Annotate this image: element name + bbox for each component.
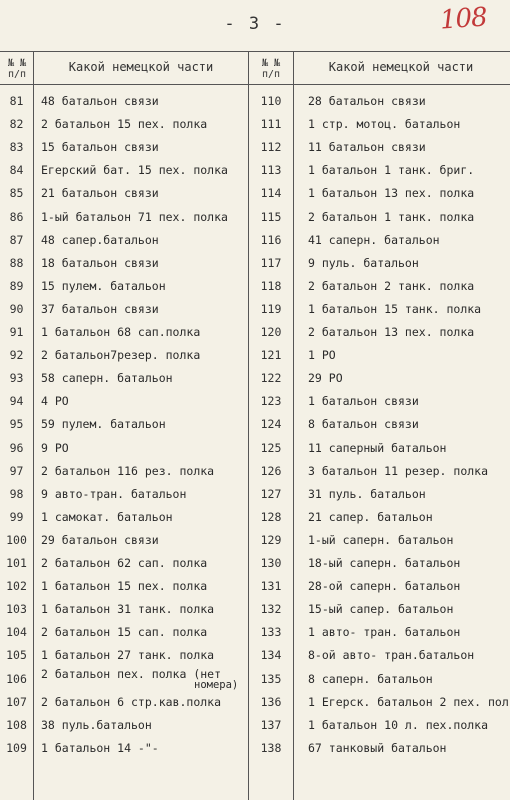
row-number: 92 — [9, 348, 24, 362]
row-unit-text: 1 батальон связи — [308, 394, 419, 408]
row-number: 93 — [9, 371, 24, 385]
row-unit-text: 2 батальон 62 сап. полка — [41, 556, 208, 570]
right-unit-header: Какой немецкой части — [328, 60, 474, 74]
row-unit-text: 29 РО — [308, 371, 343, 385]
row-number: 128 — [260, 510, 282, 524]
row-unit-text: 8-ой авто- тран.батальон — [308, 648, 475, 662]
num-header-bottom: п/п — [261, 69, 281, 80]
row-number: 105 — [6, 648, 27, 662]
header-bottom-rule — [0, 84, 510, 85]
row-unit-text: 1 РО — [308, 348, 336, 362]
row-number: 111 — [260, 117, 282, 131]
row-number: 84 — [9, 163, 24, 177]
row-unit-text: 1 батальон 1 танк. бриг. — [308, 163, 475, 177]
row-unit-text: 31 пуль. батальон — [308, 487, 426, 501]
row-unit-text: 1 Егерск. батальон 2 пех. пол — [308, 695, 509, 709]
row-number: 126 — [260, 464, 282, 478]
row-number: 108 — [6, 718, 27, 732]
page-number: - 3 - — [224, 14, 286, 34]
row-number: 116 — [260, 233, 282, 247]
right-num-header — [250, 58, 292, 80]
row-unit-text: 11 батальон связи — [308, 140, 426, 154]
row-number: 135 — [260, 672, 282, 686]
row-number: 114 — [260, 186, 282, 200]
row-number: 86 — [9, 210, 24, 224]
row-number: 112 — [260, 140, 282, 154]
row-number: 123 — [260, 394, 282, 408]
row-number: 110 — [260, 94, 282, 108]
row-number: 120 — [260, 325, 282, 339]
row-unit-text: 8 батальон связи — [308, 417, 419, 431]
row-unit-text: 1 батальон 31 танк. полка — [41, 602, 215, 616]
row-number: 103 — [6, 602, 27, 616]
row-unit-text: Егерский бат. 15 пех. полка — [41, 163, 228, 177]
row-number: 122 — [260, 371, 282, 385]
row-number: 115 — [260, 210, 282, 224]
row-number: 88 — [9, 256, 24, 270]
row-unit-text: 21 батальон связи — [41, 186, 159, 200]
row-number: 94 — [9, 394, 24, 408]
row-unit-text: 59 пулем. батальон — [41, 417, 166, 431]
row-number: 136 — [260, 695, 282, 709]
num-header-top: № № — [261, 58, 281, 69]
row-number: 131 — [260, 579, 282, 593]
row-number: 134 — [260, 648, 282, 662]
row-number: 118 — [260, 279, 282, 293]
row-number: 130 — [260, 556, 282, 570]
right-num-column-rule — [293, 51, 294, 800]
row-unit-text: 1 батальон 27 танк. полка — [41, 648, 215, 662]
row-number: 137 — [260, 718, 282, 732]
row-unit-text: 29 батальон связи — [41, 533, 159, 547]
row-unit-text: 1-ый батальон 71 пех. полка — [41, 210, 228, 224]
row-unit-text: 18 батальон связи — [41, 256, 159, 270]
row-unit-text: 2 батальон 116 рез. полка — [41, 464, 215, 478]
table-top-rule — [0, 51, 510, 52]
row-unit-text: 58 саперн. батальон — [41, 371, 173, 385]
row-unit-text: 2 батальон 1 танк. полка — [308, 210, 475, 224]
row-unit-text: 18-ый саперн. батальон — [308, 556, 461, 570]
row-number: 127 — [260, 487, 282, 501]
row-unit-text: 1 батальон 15 пех. полка — [41, 579, 208, 593]
row-unit-text: 41 саперн. батальон — [308, 233, 440, 247]
row-number: 104 — [6, 625, 27, 639]
archive-number: 108 — [439, 2, 488, 36]
left-unit-header: Какой немецкой части — [68, 60, 214, 74]
row-unit-text: 1-ый саперн. батальон — [308, 533, 454, 547]
row-number: 132 — [260, 602, 282, 616]
row-unit-text: 1 батальон 10 л. пех.полка — [308, 718, 489, 732]
row-unit-text: 15 батальон связи — [41, 140, 159, 154]
row-number: 101 — [6, 556, 27, 570]
row-number: 138 — [260, 741, 282, 755]
row-unit-text: 1 стр. мотоц. батальон — [308, 117, 461, 131]
row-number: 113 — [260, 163, 282, 177]
row-number: 129 — [260, 533, 282, 547]
row-number: 90 — [9, 302, 24, 316]
row-number: 102 — [6, 579, 27, 593]
row-unit-text: 2 батальон 13 пех. полка — [308, 325, 475, 339]
row-number: 124 — [260, 417, 282, 431]
left-num-header — [2, 58, 32, 80]
row-unit-text: 2 батальон7резер. полка — [41, 348, 201, 362]
row-number: 96 — [9, 441, 24, 455]
row-number: 89 — [9, 279, 24, 293]
row-unit-text: 37 батальон связи — [41, 302, 159, 316]
row-unit-text: 1 батальон 14 -"- — [41, 741, 159, 755]
row-number: 133 — [260, 625, 282, 639]
row-unit-text: 1 самокат. батальон — [41, 510, 173, 524]
left-num-column-rule — [33, 51, 34, 800]
row-number: 107 — [6, 695, 27, 709]
row-number: 85 — [9, 186, 24, 200]
row-unit-text: 48 сапер.батальон — [41, 233, 159, 247]
row-unit-text: 38 пуль.батальон — [41, 718, 152, 732]
row-unit-text: 11 саперный батальон — [308, 441, 447, 455]
row-number: 109 — [6, 741, 27, 755]
row-unit-text: 9 пуль. батальон — [308, 256, 419, 270]
row-unit-text: 2 батальон пех. полка (нет — [41, 667, 222, 681]
row-number: 121 — [260, 348, 282, 362]
row-unit-text: 28 батальон связи — [308, 94, 426, 108]
row-unit-text: 1 авто- тран. батальон — [308, 625, 461, 639]
num-header-bottom: п/п — [7, 69, 27, 80]
row-number: 82 — [9, 117, 24, 131]
row-unit-text: 4 РО — [41, 394, 69, 408]
row-unit-text: 2 батальон 2 танк. полка — [308, 279, 475, 293]
row-unit-text: 2 батальон 6 стр.кав.полка — [41, 695, 222, 709]
row-number: 99 — [9, 510, 24, 524]
row-unit-text: 8 саперн. батальон — [308, 672, 433, 686]
row-unit-text: 28-ой саперн. батальон — [308, 579, 461, 593]
row-unit-text: 2 батальон 15 сап. полка — [41, 625, 208, 639]
row-number: 98 — [9, 487, 24, 501]
row-number: 125 — [260, 441, 282, 455]
row-number: 81 — [9, 94, 24, 108]
row-unit-text: 1 батальон 15 танк. полка — [308, 302, 482, 316]
row-unit-text: 15-ый сапер. батальон — [308, 602, 454, 616]
row-number: 100 — [6, 533, 27, 547]
row-unit-text: 21 сапер. батальон — [308, 510, 433, 524]
row-number: 83 — [9, 140, 24, 154]
row-number: 91 — [9, 325, 24, 339]
row-unit-text: 3 батальон 11 резер. полка — [308, 464, 489, 478]
row-number: 97 — [9, 464, 24, 478]
row-unit-text: 2 батальон 15 пех. полка — [41, 117, 208, 131]
row-unit-text: 9 авто-тран. батальон — [41, 487, 187, 501]
row-unit-text: 67 танковый батальон — [308, 741, 447, 755]
row-unit-text: 15 пулем. батальон — [41, 279, 166, 293]
row-number: 106 — [6, 672, 27, 686]
row-unit-text: 9 РО — [41, 441, 69, 455]
row-number: 117 — [260, 256, 282, 270]
row-number: 119 — [260, 302, 282, 316]
row-number: 87 — [9, 233, 24, 247]
row-number: 95 — [9, 417, 24, 431]
num-header-top: № № — [7, 58, 27, 69]
row-unit-text: 48 батальон связи — [41, 94, 159, 108]
row-unit-text-continued: номера) — [194, 679, 239, 691]
row-unit-text: 1 батальон 68 сап.полка — [41, 325, 201, 339]
row-unit-text: 1 батальон 13 пех. полка — [308, 186, 475, 200]
